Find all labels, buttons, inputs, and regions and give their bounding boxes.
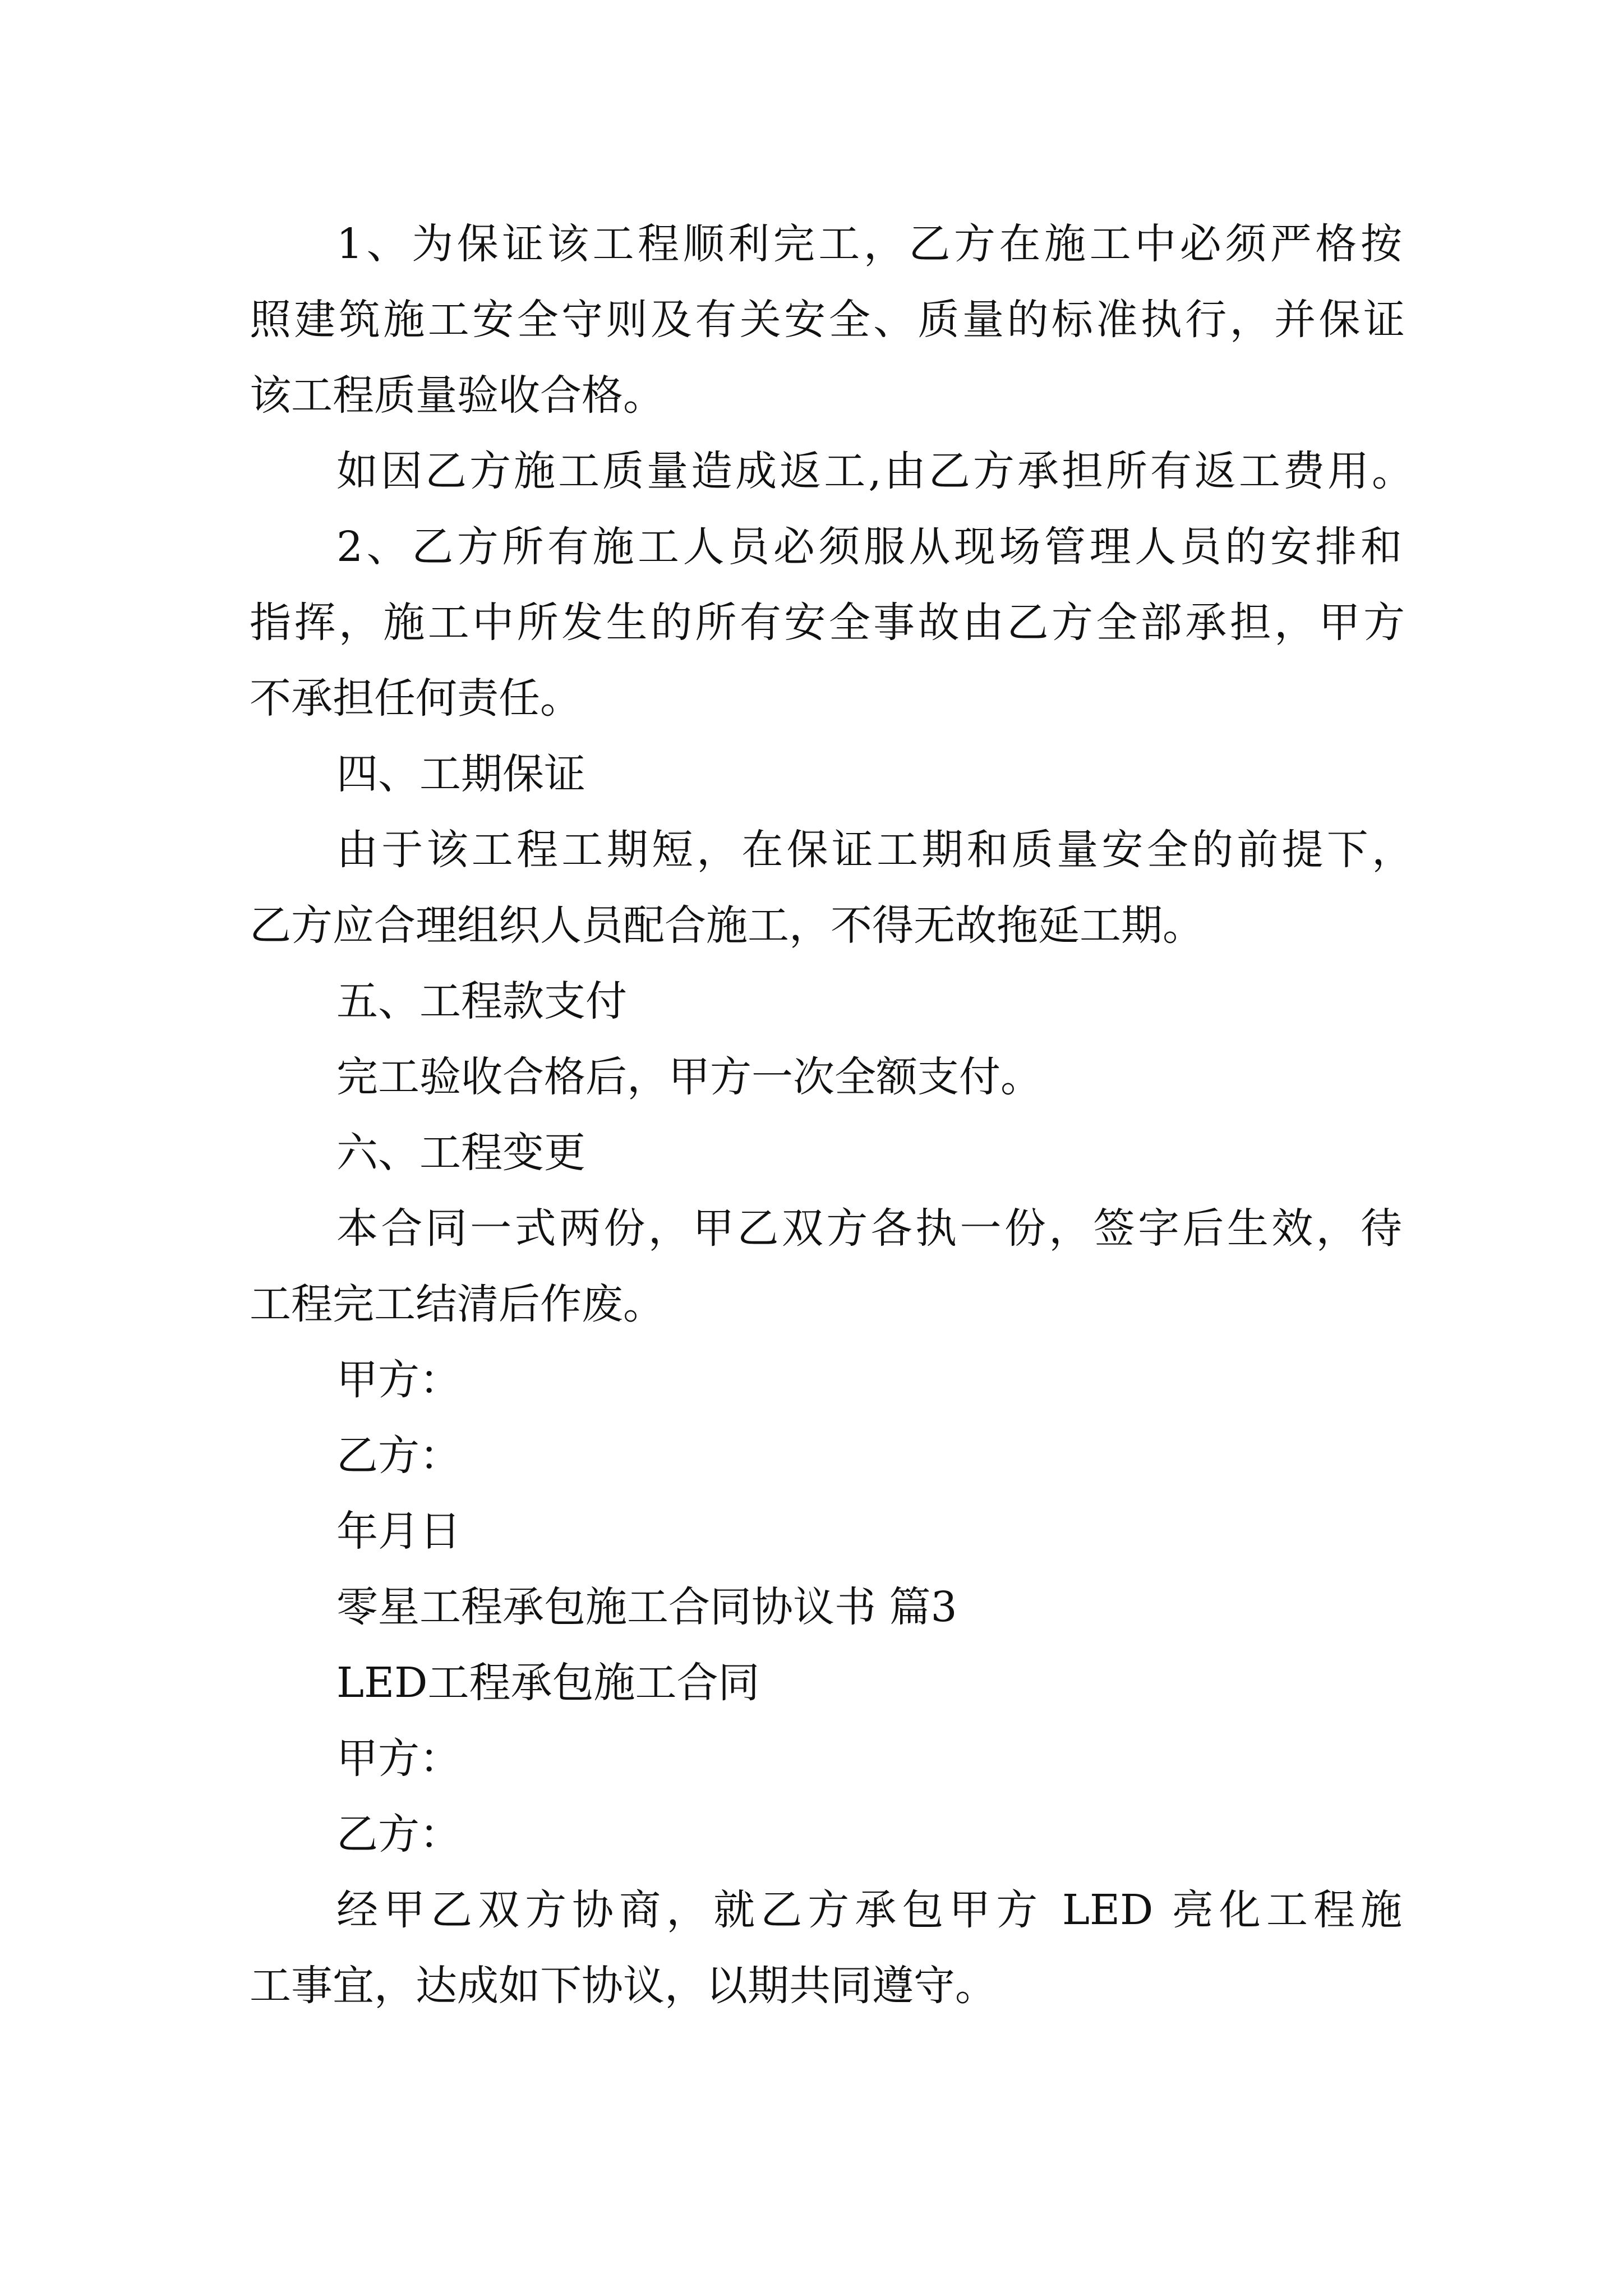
- paragraph-line: 指挥，施工中所发生的所有安全事故由乙方全部承担，甲方: [250, 599, 1405, 647]
- contract-title: LED工程承包施工合同: [336, 1659, 760, 1707]
- paragraph-line: 本合同一式两份，甲乙双方各执一份，签字后生效，待: [336, 1204, 1402, 1253]
- paragraph-line: 1、为保证该工程顺利完工，乙方在施工中必须严格按: [336, 220, 1402, 268]
- paragraph-line: 不承担任何责任。: [250, 674, 582, 723]
- paragraph-line: 乙方应合理组织人员配合施工，不得无故拖延工期。: [250, 901, 1204, 950]
- signature-party-b: 乙方：: [336, 1432, 461, 1480]
- paragraph-line: 工程完工结清后作废。: [250, 1280, 665, 1328]
- paragraph-line: 2、乙方所有施工人员必须服从现场管理人员的安排和: [336, 523, 1402, 571]
- paragraph-line: 经甲乙双方协商，就乙方承包甲方 LED 亮化工程施: [336, 1886, 1402, 1934]
- party-b-label: 乙方：: [336, 1810, 461, 1858]
- signature-date: 年月日: [336, 1507, 461, 1556]
- paragraph-line: 如因乙方施工质量造成返工,由乙方承担所有返工费用。: [336, 447, 1413, 495]
- paragraph-line: 由于该工程工期短，在保证工期和质量安全的前提下，: [336, 826, 1413, 874]
- paragraph-line: 该工程质量验收合格。: [250, 371, 665, 420]
- document-title: 零星工程承包施工合同协议书 篇3: [336, 1583, 957, 1631]
- section-heading: 六、工程变更: [336, 1129, 585, 1177]
- section-heading: 四、工期保证: [336, 750, 585, 798]
- party-a-label: 甲方：: [336, 1734, 461, 1783]
- paragraph-line: 工事宜，达成如下协议，以期共同遵守。: [250, 1962, 997, 2010]
- signature-party-a: 甲方：: [336, 1356, 461, 1404]
- section-heading: 五、工程款支付: [336, 977, 627, 1025]
- paragraph-line: 完工验收合格后，甲方一次全额支付。: [336, 1053, 1042, 1101]
- paragraph-line: 照建筑施工安全守则及有关安全、质量的标准执行，并保证: [250, 296, 1405, 344]
